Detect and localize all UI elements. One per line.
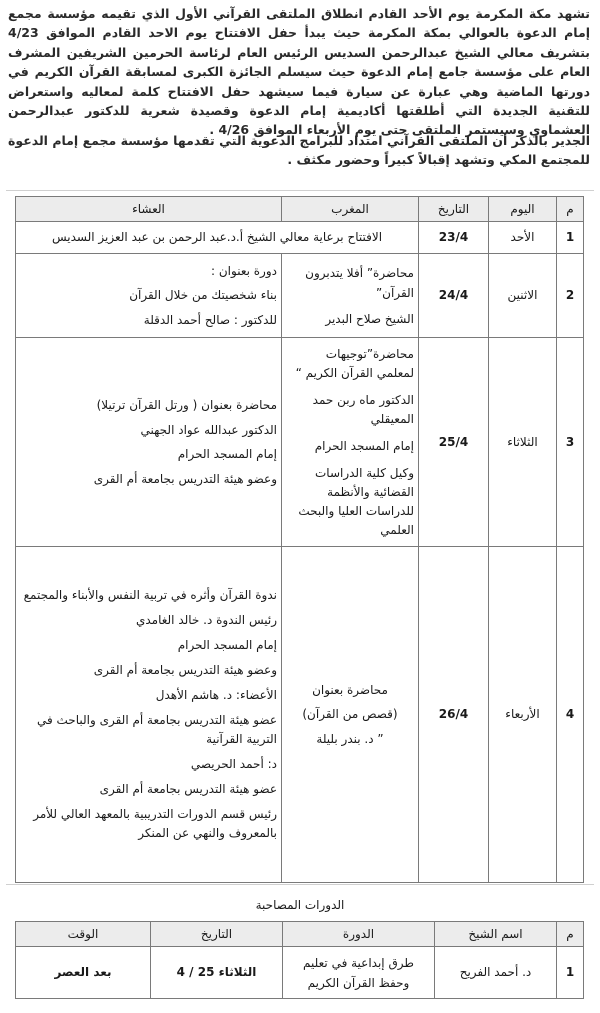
course-num: 1 <box>557 947 584 999</box>
row-day: الاثنين <box>489 254 557 338</box>
maghrib-line: محاضرة”توجيهات لمعلمي القرآن الكريم “ <box>295 346 414 380</box>
isha-cell <box>16 547 282 883</box>
maghrib-line: الدكتور ماه ربن حمد المعيقلي <box>312 392 414 426</box>
row-day: الأربعاء <box>489 547 557 883</box>
maghrib-line: (قصص من القرآن) <box>302 707 398 722</box>
intro-paragraph-1: تشهد مكة المكرمة يوم الأحد القادم انطلاق الملتقى القرآني الأول الذي تقيمه مؤسسة مجمع إمام الدعوة بالعوالي بمكة المكرمة حيث يبدأ حفل الافتتاح يوم الاحد القادم الموافق 4/23 بتشريف معالي الشيخ عبدالرحمن السديس الرئيس العام لرئاسة الحرمين الشريفين المشرف العام على مؤسسة جامع إمام الدعوة حيث سيسلم الجائزة الكبرى لمسابقة القرآن الكريم في دورتها الماضية وهي عبارة عن سيارة فيما سيشهد حفل الافتتاح كلمة لمعاليه واستعراض للتقنية الجديدة التي أطلقتها أكاديمية إمام الدعوة وقصيدة شعرية للدكتور عبدالرحمن العشماوي وسيستمر الملتقى حتى يوم الأربعاء الموافق 4/26 . <box>8 6 590 138</box>
isha-line: للدكتور : صالح أحمد الدقلة <box>143 312 277 327</box>
course-name: طرق إبداعية في تعليم وحفظ القرآن الكريم <box>283 947 435 999</box>
row-day: الأحد <box>489 222 557 254</box>
header-num: م <box>557 922 584 947</box>
header-course: الدورة <box>283 922 435 947</box>
courses-title: الدورات المصاحبة <box>255 898 345 912</box>
table-row <box>16 254 584 338</box>
row-date: 23/4 <box>419 222 489 254</box>
header-maghrib: المغرب <box>282 197 419 222</box>
maghrib-line: محاضرة بعنوان <box>312 682 388 697</box>
isha-line: إمام المسجد الحرام <box>177 447 277 461</box>
intro-paragraph-2: الجدير بالذكر أن الملتقى القرآني امتداد للبرامج الدعوية التي تقدمها مؤسسة مجمع إمام الدعوة للمجتمع المكي وتشهد إقبالاً كبيراً وحضور مكثف . <box>8 133 590 168</box>
isha-line: إمام المسجد الحرام <box>177 638 277 652</box>
isha-line: وعضو هيئة التدريس بجامعة أم القرى <box>93 663 277 677</box>
course-date: الثلاثاء 25 / 4 <box>151 947 283 999</box>
header-time: الوقت <box>16 922 151 947</box>
isha-line: ندوة القرآن وأثره في تربية النفس والأبناء والمجتمع <box>23 588 277 602</box>
row-date: 26/4 <box>419 547 489 883</box>
divider <box>6 884 594 885</box>
isha-cell <box>16 338 282 547</box>
row-date: 25/4 <box>419 338 489 547</box>
schedule-table <box>15 196 584 883</box>
table-row <box>16 222 584 254</box>
header-isha: العشاء <box>16 197 282 222</box>
isha-line: بناء شخصيتك من خلال القرآن <box>129 288 277 303</box>
header-date: التاريخ <box>151 922 283 947</box>
header-num: م <box>557 197 584 222</box>
courses-table <box>15 921 584 999</box>
row-num: 3 <box>557 338 584 547</box>
isha-line: دورة بعنوان : <box>211 263 277 278</box>
maghrib-line: إمام المسجد الحرام <box>314 438 414 453</box>
maghrib-line: وكيل كلية الدراسات القضائية والأنظمة للدراسات العليا والبحث العلمي <box>298 465 414 537</box>
isha-line: رئيس قسم الدورات التدريبية بالمعهد العالي للأمر بالمعروف والنهي عن المنكر <box>33 807 277 840</box>
isha-line: رئيس الندوة د. خالد الغامدي <box>135 613 277 627</box>
isha-line: محاضرة بعنوان ( ورتل القرآن ترتيلا) <box>96 398 277 412</box>
table-row <box>16 338 584 547</box>
maghrib-line: ” د. بندر بليلة <box>316 731 384 746</box>
isha-line: عضو هيئة التدريس بجامعة أم القرى والباحث في التربية القرآنية <box>36 713 277 746</box>
divider <box>6 190 594 191</box>
row-day: الثلاثاء <box>489 338 557 547</box>
header-date: التاريخ <box>419 197 489 222</box>
isha-line: الدكتور عبدالله عواد الجهني <box>140 422 277 437</box>
isha-line: وعضو هيئة التدريس بجامعة أم القرى <box>93 471 277 486</box>
header-sheikh: اسم الشيخ <box>435 922 557 947</box>
row-date: 24/4 <box>419 254 489 338</box>
row-num: 2 <box>557 254 584 338</box>
course-time: بعد العصر <box>16 947 151 999</box>
row-opening-merged: الافتتاح برعاية معالي الشيخ أ.د.عبد الرحمن بن عبد العزيز السديس <box>16 222 419 254</box>
maghrib-cell <box>282 547 419 883</box>
courses-header-row <box>16 922 584 947</box>
isha-line: الأعضاء: د. هاشم الأهدل <box>155 688 277 702</box>
header-day: اليوم <box>489 197 557 222</box>
maghrib-cell <box>282 254 419 338</box>
table-row <box>16 947 584 999</box>
course-sheikh: د. أحمد الفريح <box>435 947 557 999</box>
table-row <box>16 547 584 883</box>
isha-line: عضو هيئة التدريس بجامعة أم القرى <box>99 782 277 796</box>
maghrib-line: محاضرة” أفلا يتدبرون القرآن” <box>305 265 414 300</box>
isha-cell <box>16 254 282 338</box>
schedule-header-row <box>16 197 584 222</box>
maghrib-line: الشيخ صلاح البدير <box>325 311 414 326</box>
row-num: 4 <box>557 547 584 883</box>
isha-line: د: أحمد الحريصي <box>190 757 277 771</box>
row-num: 1 <box>557 222 584 254</box>
maghrib-cell <box>282 338 419 547</box>
